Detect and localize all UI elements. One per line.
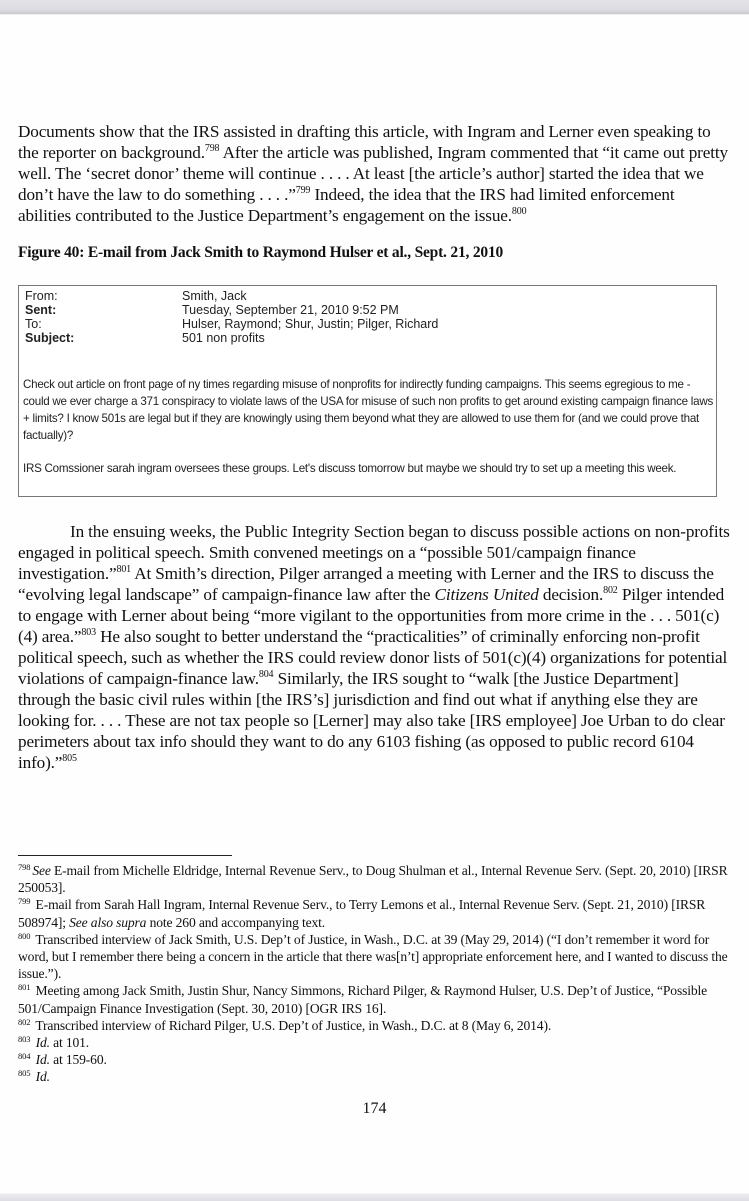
email-header-to: [25, 317, 438, 331]
footnote-reference: 799: [295, 185, 311, 196]
footnote-divider: [18, 855, 232, 856]
email-body-paragraph: Check out article on front page of ny times regarding misuse of nonprofits for indirectly funding campaigns. This seems egregious to me - could we ever charge a 371 conspiracy to violate laws of the USA for misuse of such non profits to get around existing campaign finance laws + limits? I know 501s are legal but if they are knowingly using them beyond what they are allowed to use them for (and we could prove that factually)?: [23, 378, 714, 442]
footnote-reference: 798: [204, 143, 220, 154]
footnote-802: $^{802}$ Transcribed interview of Richard Pilger, U.S. Dep’t of Justice, in Wash., D.C. at 8 (May 6, 2014).: [18, 1016, 552, 1033]
document-page: [18, 121, 730, 262]
italic-text: Id.: [35, 1052, 50, 1068]
footnote-799: $^{799}$ E-mail from Sarah Hall Ingram, Internal Revenue Serv., to Terry Lemons et al., Internal Revenue Serv. (Sept. 21, 2010) [IRSR 508974]; See also supra note 260 and accompanying text.: [18, 896, 706, 930]
email-header-sent: [25, 303, 438, 317]
email-figure: [18, 285, 717, 497]
footnote-number: 801: [18, 982, 31, 993]
figure-caption: Figure 40: E-mail from Jack Smith to Raymond Hulser et al., Sept. 21, 2010: [18, 244, 504, 261]
italic-text: Id.: [35, 1035, 50, 1051]
footnote-reference: 804: [258, 669, 274, 680]
body-paragraph-2: In the ensuing weeks, the Public Integrity Section began to discuss possible actions on non-profits engaged in political speech. Smith convened meetings on a “possible 501/campaign finance investigation.”$^{801}$ At Smith’s direction, Pilger arranged a meeting with Lerner and the IRS to discuss the “evolving legal landscape” of campaign-finance law after the Citizens United decision.$^{802}$ Pilger intended to engage with Lerner about being “more vigilant to the opportunities from more crime in the . . . 501(c)(4) area.”$^{803}$ He also sought to better understand the “practicalities” of criminally enforcing non-profit political speech, such as whether the IRS could review donor lists of 501(c)(4) organizations for potential violations of campaign-finance law.$^{804}$ Similarly, the IRS sought to “walk [the Justice Department] through the basic civil rules within [the IRS’s] jurisdiction and find out what if anything else they are looking for. . . . These are not tax people so [Lerner] may also take [IRS employee] Joe Urban to do clear perimeters about tax info should they want to do any 6103 fishing (as opposed to public record 6104 info).”$^{805}$: [18, 522, 730, 772]
footnote-reference: 802: [603, 585, 618, 596]
footnotes: [18, 862, 730, 1086]
header-value: 501 non profits: [182, 331, 265, 345]
footnote-number: 798: [18, 862, 31, 872]
email-header-from: [25, 289, 438, 303]
email-body: [23, 376, 713, 477]
viewer-top-bar: [0, 0, 749, 15]
header-value: Tuesday, September 21, 2010 9:52 PM: [182, 303, 399, 317]
header-label: To:: [25, 317, 42, 331]
italic-text: See: [32, 863, 51, 878]
footnote-798: $^{798}$ See E-mail from Michelle Eldridge, Internal Revenue Serv., to Doug Shulman et al., Internal Revenue Serv. (Sept. 20, 2010) [IRSR 250053].: [18, 862, 728, 896]
footnote-number: 799: [18, 896, 31, 907]
footnote-number: 803: [18, 1034, 31, 1045]
footnote-number: 800: [18, 930, 31, 941]
italic-text: See also supra: [69, 914, 147, 930]
body-paragraph-1: Documents show that the IRS assisted in drafting this article, with Ingram and Lerner even speaking to the reporter on background.$^{798}$ After the article was published, Ingram commented that “it came out pretty well. The ‘secret donor’ theme will continue . . . . At least [the article’s author] started the idea that we don’t have the law to do something . . . .”$^{799}$ Indeed, the idea that the IRS had limited enforcement abilities contributed to the Justice Department’s engagement on the issue.$^{800}$: [18, 122, 728, 225]
footnote-reference: 803: [81, 627, 96, 638]
header-label: Subject:: [25, 331, 75, 345]
header-value: Smith, Jack: [182, 289, 247, 303]
footnote-number: 804: [18, 1051, 31, 1062]
footnote-number: 802: [18, 1016, 31, 1027]
body-section-2: [18, 521, 730, 773]
footnote-number: 805: [18, 1068, 31, 1079]
footnote-reference: 801: [116, 564, 132, 575]
footnote-reference: 800: [511, 206, 527, 217]
email-body-paragraph: IRS Comssioner sarah ingram oversees these groups. Let's discuss tomorrow but maybe we should try to set up a meeting this week.: [23, 462, 677, 475]
footnote-804: $^{804}$ Id. at 159-60.: [18, 1051, 107, 1068]
footnote-801: $^{801}$ Meeting among Jack Smith, Justin Shur, Nancy Simmons, Richard Pilger, & Raymond Hulser, U.S. Dep’t of Justice, “Possible 501/Campaign Finance Investigation (Sept. 30, 2010) [OGR IRS 16].: [18, 982, 708, 1016]
footnote-805: [18, 1068, 730, 1085]
header-value: Hulser, Raymond; Shur, Justin; Pilger, Richard: [182, 317, 439, 331]
email-header-subject: [25, 331, 438, 345]
italic-text: Citizens United: [434, 585, 539, 604]
email-headers: [25, 289, 438, 345]
page-number: 174: [362, 1100, 387, 1117]
footnote-803: $^{803}$ Id. at 101.: [18, 1034, 90, 1051]
header-label: From:: [25, 289, 58, 303]
header-label: Sent:: [25, 303, 57, 317]
italic-text: Id.: [35, 1069, 50, 1085]
footnote-800: $^{800}$ Transcribed interview of Jack Smith, U.S. Dep’t of Justice, in Wash., D.C. at 39 (May 29, 2014) (“I don’t remember it word for word, but I remember there being a concern in the article that there was[n’t] appropriate enforcement here, and I wanted to discuss the issue.”).: [18, 930, 728, 982]
footnote-reference: 805: [62, 753, 77, 764]
